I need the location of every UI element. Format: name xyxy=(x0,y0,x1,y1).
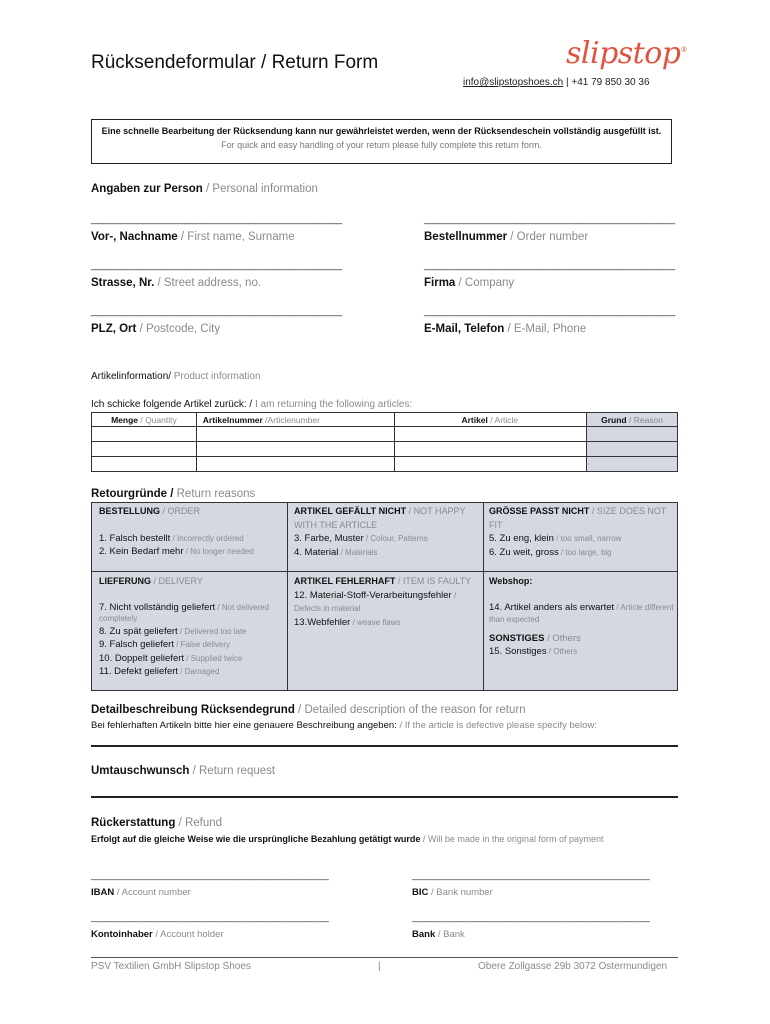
bic-label-de: BIC xyxy=(412,887,429,898)
account-holder-label xyxy=(91,929,224,940)
footer-company: PSV Textilien GmbH Slipstop Shoes xyxy=(91,961,251,972)
bic-label-en: / Bank number xyxy=(428,887,493,898)
reason-5-en: / too small, narrow xyxy=(553,534,622,543)
others-heading-en: / Others xyxy=(544,632,581,644)
reason-15-de: 15. Sonstiges xyxy=(489,646,547,657)
reason-8 xyxy=(99,625,284,639)
refund-heading xyxy=(91,817,222,829)
phone-number: | +41 79 850 30 36 xyxy=(563,77,650,88)
company-label-de: Firma xyxy=(424,277,456,289)
bank-label-en: / Bank xyxy=(435,929,465,940)
order-number-label-en: / Order number xyxy=(507,231,589,243)
order-number-label-de: Bestellnummer xyxy=(424,231,508,243)
delivery-group-heading xyxy=(99,575,284,589)
table-cell[interactable] xyxy=(196,457,395,472)
table-row xyxy=(92,427,678,442)
reason-7-de: 7. Nicht vollständig geliefert xyxy=(99,601,216,613)
name-label-de: Vor-, Nachname xyxy=(91,231,178,243)
others-heading-de: SONSTIGES xyxy=(489,632,545,644)
faulty-heading-en: / ITEM IS FAULTY xyxy=(395,576,472,586)
iban-label-de: IBAN xyxy=(91,887,115,898)
product-intro xyxy=(91,399,412,410)
reason-6 xyxy=(489,546,674,560)
grid-divider xyxy=(287,503,288,690)
footer-divider xyxy=(91,957,678,958)
delivery-heading-de: LIEFERUNG xyxy=(99,576,152,586)
notice-english: For quick and easy handling of your return please fully complete this return form. xyxy=(221,139,542,150)
bank-label-de: Bank xyxy=(412,929,436,940)
detail-heading-en: / Detailed description of the reason for return xyxy=(294,704,526,716)
page-title: Rücksendeformular / Return Form xyxy=(91,52,379,73)
reason-14-en: / Article different than expected xyxy=(489,602,674,624)
table-cell[interactable] xyxy=(92,457,197,472)
reason-1-en: / Incorrectly ordered xyxy=(170,533,244,543)
reason-3 xyxy=(294,532,479,546)
reason-10 xyxy=(99,652,284,666)
reason-7-en: / Not delivered completely xyxy=(99,602,269,623)
col-quantity-en: / Quantity xyxy=(137,414,177,425)
street-label-de: Strasse, Nr. xyxy=(91,277,155,289)
reason-11 xyxy=(99,665,284,679)
table-cell[interactable] xyxy=(395,442,587,457)
name-input-line[interactable]: ___________________________________________ xyxy=(91,213,343,225)
detail-subtitle-de: Bei fehlerhaften Artikeln bitte hier eine genauere Beschreibung angeben: xyxy=(91,720,397,731)
table-cell[interactable] xyxy=(587,442,678,457)
name-label xyxy=(91,231,295,243)
order-heading-de: BESTELLUNG xyxy=(99,506,161,516)
reason-group-webshop xyxy=(489,575,674,659)
product-heading-de: Artikelinformation/ xyxy=(91,371,172,382)
postcode-label-en: / Postcode, City xyxy=(136,323,221,335)
col-article-number-de: Artikelnummer xyxy=(202,414,263,425)
reason-7 xyxy=(99,602,284,625)
webshop-group-heading: Webshop: xyxy=(489,576,533,586)
detail-subtitle-en: / If the article is defective please specify below: xyxy=(396,720,597,731)
reason-8-de: 8. Zu spät geliefert xyxy=(99,625,178,637)
reason-3-en: / Colour, Patterns xyxy=(363,534,428,543)
iban-label xyxy=(91,887,191,898)
grid-divider xyxy=(92,571,677,572)
reason-group-faulty xyxy=(294,575,474,629)
reason-group-not-happy xyxy=(294,505,479,559)
reason-11-en: / Damaged xyxy=(178,667,220,676)
reasons-grid xyxy=(91,502,678,691)
postcode-input-line[interactable]: ___________________________________________ xyxy=(91,305,343,317)
street-input-line[interactable]: ___________________________________________ xyxy=(91,259,343,271)
reason-9-de: 9. Falsch geliefert xyxy=(99,639,174,650)
reason-9 xyxy=(99,638,284,652)
reason-4-en: / Materials xyxy=(338,547,378,557)
reason-group-order xyxy=(99,505,284,559)
bank-label xyxy=(412,929,465,940)
reason-10-de: 10. Doppelt geliefert xyxy=(99,652,185,664)
postcode-label xyxy=(91,323,220,335)
product-heading-en: Product information xyxy=(171,371,261,382)
size-heading-en: / SIZE DOES NOT FIT xyxy=(489,506,667,530)
refund-heading-de: Rückerstattung xyxy=(91,817,176,829)
col-quantity-de: Menge xyxy=(111,414,138,425)
product-heading xyxy=(91,371,261,382)
postcode-label-de: PLZ, Ort xyxy=(91,323,137,335)
table-cell[interactable] xyxy=(395,427,587,442)
table-row xyxy=(92,442,678,457)
reason-6-de: 6. Zu weit, gross xyxy=(489,546,559,558)
account-holder-label-en: / Account holder xyxy=(152,929,224,940)
reasons-heading xyxy=(91,488,255,500)
detail-heading-de: Detailbeschreibung Rücksendegrund xyxy=(91,704,295,716)
iban-input-line[interactable]: _____________________________________________ xyxy=(91,870,329,881)
street-label xyxy=(91,277,261,289)
street-label-en: / Street address, no. xyxy=(154,277,262,289)
personal-heading-en: / Personal information xyxy=(202,183,318,195)
delivery-heading-en: / DELIVERY xyxy=(151,576,203,586)
reason-5 xyxy=(489,532,674,546)
company-input-line[interactable]: ___________________________________________ xyxy=(424,259,676,271)
table-cell[interactable] xyxy=(92,427,197,442)
col-article-de: Artikel xyxy=(461,414,488,425)
size-group-heading xyxy=(489,505,674,532)
table-cell[interactable] xyxy=(395,457,587,472)
not-happy-group-heading xyxy=(294,505,479,532)
reasons-heading-en: Return reasons xyxy=(173,488,256,500)
not-happy-heading-de: ARTIKEL GEFÄLLT NICHT xyxy=(294,506,407,516)
footer-address: Obere Zollgasse 29b 3072 Ostermundigen xyxy=(478,961,668,972)
reason-15 xyxy=(489,645,674,659)
reason-15-en: / Others xyxy=(546,647,578,656)
col-article-number-en: /Articlenumber xyxy=(262,414,320,425)
table-cell[interactable] xyxy=(196,442,395,457)
product-intro-de: Ich schicke folgende Artikel zurück: / xyxy=(91,399,253,410)
reason-group-size xyxy=(489,505,674,559)
exchange-heading-de: Umtauschwunsch xyxy=(91,765,190,777)
footer-separator: | xyxy=(378,961,381,972)
col-reason-de: Grund xyxy=(601,414,627,425)
reason-6-en: / too large, big xyxy=(558,547,612,557)
name-label-en: / First name, Surname xyxy=(177,231,295,243)
reason-3-de: 3. Farbe, Muster xyxy=(294,533,364,544)
col-article-en: / Article xyxy=(487,414,519,425)
bic-input-line[interactable]: _____________________________________________ xyxy=(412,870,650,881)
refund-subtitle-en: / Will be made in the original form of payment xyxy=(420,834,604,844)
faulty-group-heading xyxy=(294,575,474,589)
exchange-heading xyxy=(91,765,275,777)
table-cell[interactable] xyxy=(587,427,678,442)
company-label xyxy=(424,277,514,289)
notice-german: Eine schnelle Bearbeitung der Rücksendung kann nur gewährleistet werden, wenn der Rücksendeschein vollständig ausgefüllt ist. xyxy=(101,126,662,136)
reason-14 xyxy=(489,602,674,626)
not-happy-heading-en: / NOT HAPPY WITH THE ARTICLE xyxy=(294,506,466,530)
email-phone-input-line[interactable]: ___________________________________________ xyxy=(424,305,676,317)
order-number-input-line[interactable]: ___________________________________________ xyxy=(424,213,676,225)
reason-1-de: 1. Falsch bestellt xyxy=(99,532,171,544)
reason-5-de: 5. Zu eng, klein xyxy=(489,533,554,544)
faulty-heading-de: ARTIKEL FEHLERHAFT xyxy=(294,576,396,586)
detail-input-line[interactable] xyxy=(91,745,678,747)
reason-2-de: 2. Kein Bedarf mehr xyxy=(99,546,184,557)
reason-13 xyxy=(294,616,474,630)
col-article-number xyxy=(196,413,395,427)
reason-4-de: 4. Material xyxy=(294,546,339,558)
table-cell[interactable] xyxy=(196,427,395,442)
reason-10-en: / Supplied twice xyxy=(184,653,243,663)
logo-registered-mark: ® xyxy=(680,46,688,54)
table-row xyxy=(92,457,678,472)
reason-12 xyxy=(294,589,474,616)
grid-divider xyxy=(483,503,484,690)
col-reason-en: / Reason xyxy=(626,414,664,425)
reason-12-en: / Defects in material xyxy=(294,590,457,613)
email-phone-label-de: E-Mail, Telefon xyxy=(424,323,505,335)
email-link[interactable]: info@slipstopshoes.ch xyxy=(463,77,564,88)
personal-heading xyxy=(91,183,318,195)
bank-input-line[interactable]: _____________________________________________ xyxy=(412,912,650,923)
reason-2 xyxy=(99,545,284,559)
reasons-heading-de: Retourgründe / xyxy=(91,488,174,500)
col-reason xyxy=(587,413,678,427)
table-cell[interactable] xyxy=(92,442,197,457)
account-holder-input-line[interactable]: _____________________________________________ xyxy=(91,912,329,923)
exchange-input-line[interactable] xyxy=(91,796,678,798)
reason-13-en: / weave flaws xyxy=(350,617,401,627)
reason-2-en: / No longer needed xyxy=(183,547,254,556)
reason-14-de: 14. Artikel anders als erwartet xyxy=(489,601,615,613)
reason-9-en: / False delivery xyxy=(173,640,231,649)
col-quantity xyxy=(92,413,197,427)
account-holder-label-de: Kontoinhaber xyxy=(91,929,153,940)
table-cell[interactable] xyxy=(587,457,678,472)
reason-13-de: 13.Webfehler xyxy=(294,616,351,628)
notice-box xyxy=(91,119,672,164)
order-group-heading xyxy=(99,505,284,519)
detail-heading xyxy=(91,704,526,716)
refund-heading-en: / Refund xyxy=(175,817,223,829)
size-heading-de: GRÖSSE PASST NICHT xyxy=(489,506,590,516)
refund-subtitle-de: Erfolgt auf die gleiche Weise wie die ursprüngliche Bezahlung getätigt wurde xyxy=(91,834,421,844)
product-intro-en: I am returning the following articles: xyxy=(252,399,413,410)
reason-1 xyxy=(99,532,284,546)
slipstop-logo xyxy=(566,36,687,71)
articles-table xyxy=(91,412,678,472)
reason-8-en: / Delivered too late xyxy=(177,626,247,636)
detail-subtitle xyxy=(91,720,597,731)
reason-group-delivery xyxy=(99,575,284,679)
email-phone-label-en: / E-Mail, Phone xyxy=(504,323,587,335)
reason-11-de: 11. Defekt geliefert xyxy=(99,666,179,677)
company-label-en: / Company xyxy=(455,277,515,289)
reason-4 xyxy=(294,546,479,560)
order-heading-en: / ORDER xyxy=(160,506,201,516)
others-group-heading xyxy=(489,632,674,646)
col-article xyxy=(395,413,587,427)
personal-heading-de: Angaben zur Person xyxy=(91,183,203,195)
contact-line xyxy=(463,77,650,88)
bic-label xyxy=(412,887,493,898)
logo-text: slipstop xyxy=(566,36,681,71)
refund-subtitle xyxy=(91,832,678,846)
order-number-label xyxy=(424,231,588,243)
table-header-row xyxy=(92,413,678,427)
email-phone-label xyxy=(424,323,586,335)
reason-12-de: 12. Material-Stoff-Verarbeitungsfehler xyxy=(294,589,452,601)
exchange-heading-en: / Return request xyxy=(189,765,276,777)
iban-label-en: / Account number xyxy=(114,887,191,898)
